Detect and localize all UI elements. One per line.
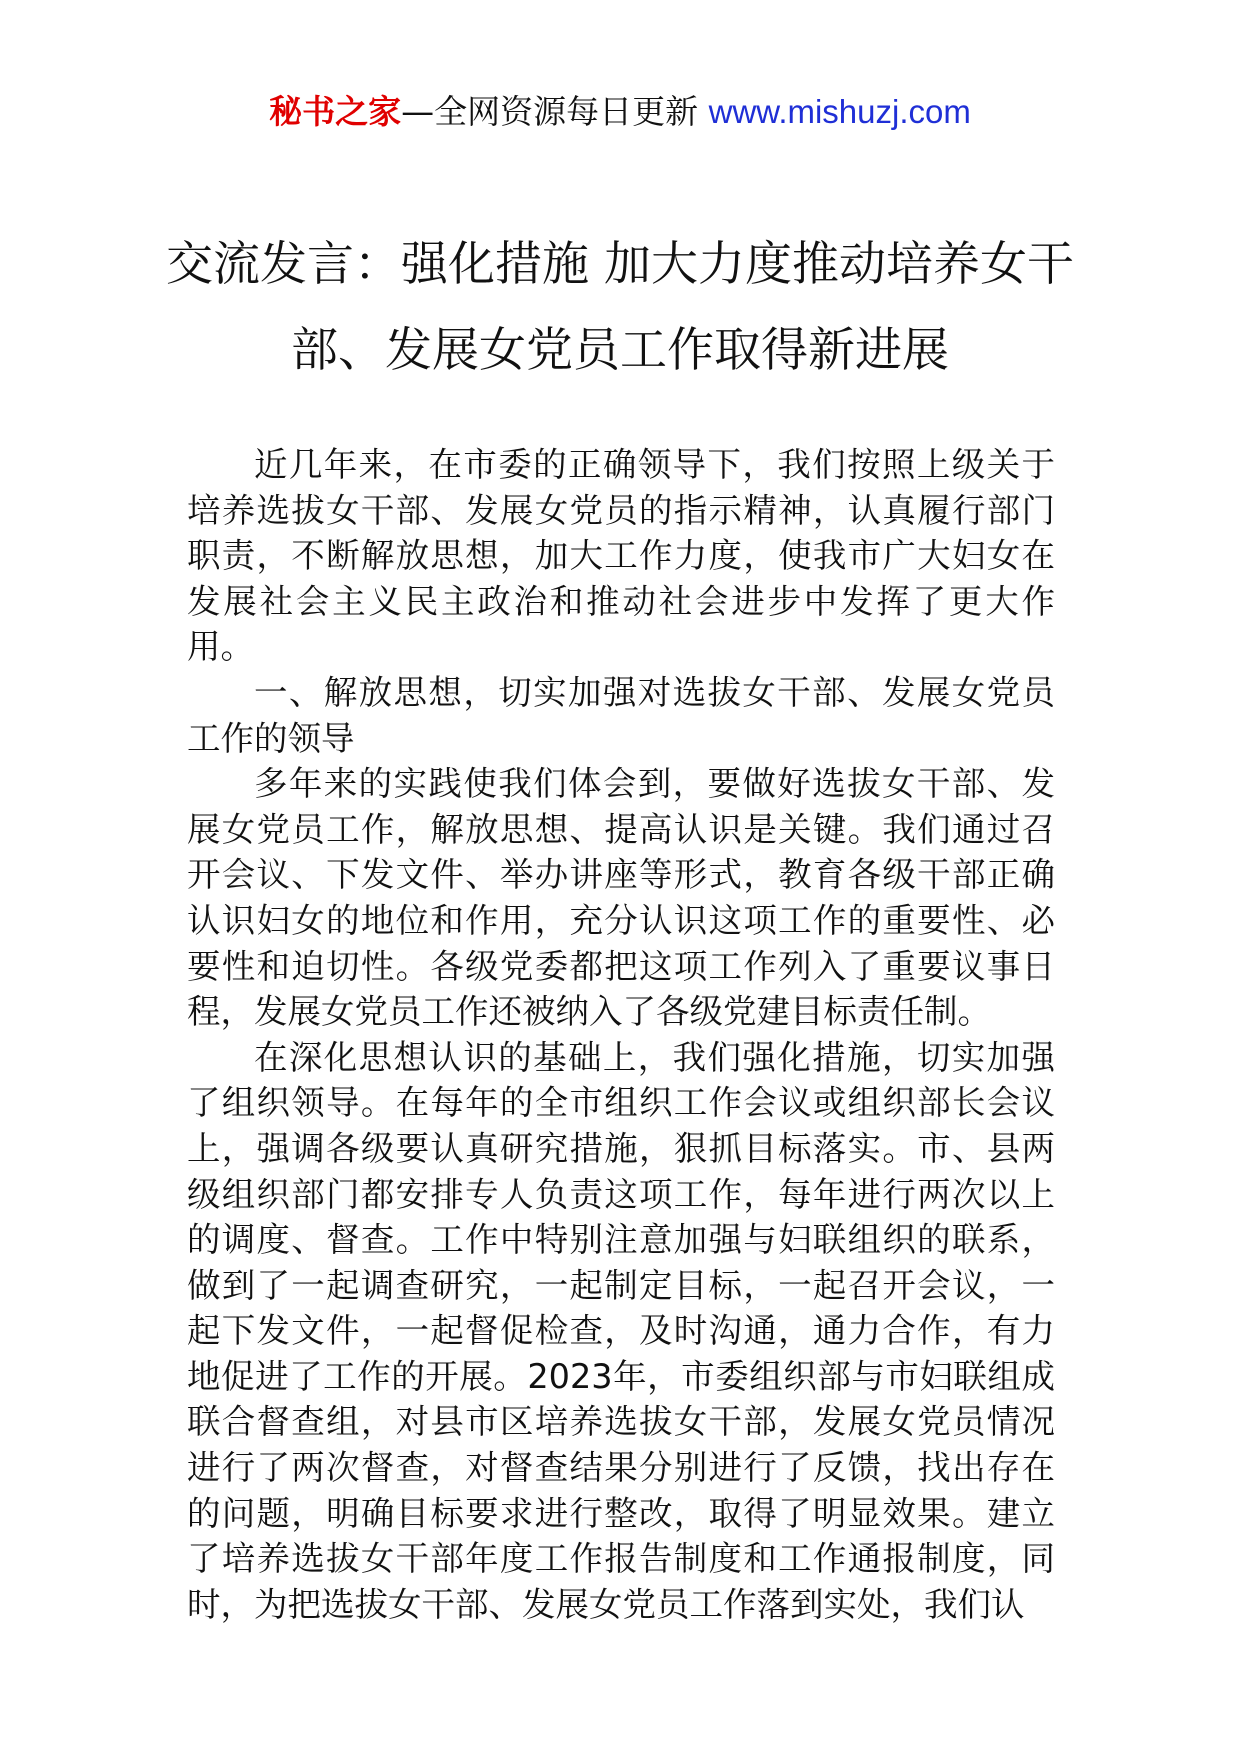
site-header: [0, 92, 1240, 132]
site-url[interactable]: www.mishuzj.com: [708, 93, 971, 130]
document-title: 交流发言：强化措施 加大力度推动培养女干部、发展女党员工作取得新进展: [166, 237, 1074, 378]
paragraph-practice: 多年来的实践使我们体会到，要做好选拔女干部、发展女党员工作，解放思想、提高认识是关键。我们通过召开会议、下发文件、举办讲座等形式，教育各级干部正确认识妇女的地位和作用，充分认识这项工作的重要性、必要性和迫切性。各级党委都把这项工作列入了重要议事日程，发展女党员工作还被纳入了各级党建目标责任制。: [187, 764, 1055, 1032]
brand-name: 秘书之家: [269, 92, 402, 131]
header-tagline: —全网资源每日更新: [401, 92, 709, 131]
section-heading-1: 一、解放思想，切实加强对选拔女干部、发展女党员工作的领导: [187, 672, 1055, 758]
document-body: [187, 442, 1055, 1627]
paragraph-intro: 近几年来，在市委的正确领导下，我们按照上级关于培养选拔女干部、发展女党员的指示精神，认真履行部门职责，不断解放思想，加大工作力度，使我市广大妇女在发展社会主义民主政治和推动社会进步中发挥了更大作用。: [187, 445, 1055, 667]
paragraph-organization: 在深化思想认识的基础上，我们强化措施，切实加强了组织领导。在每年的全市组织工作会议或组织部长会议上，强调各级要认真研究措施，狠抓目标落实。市、县两级组织部门都安排专人负责这项工作，每年进行两次以上的调度、督查。工作中特别注意加强与妇联组织的联系，做到了一起调查研究，一起制定目标，一起召开会议，一起下发文件，一起督促检查，及时沟通，通力合作，有力地促进了工作的开展。2023年，市委组织部与市妇联组成联合督查组，对县市区培养选拔女干部，发展女党员情况进行了两次督查，对督查结果分别进行了反馈，找出存在的问题，明确目标要求进行整改，取得了明显效果。建立了培养选拔女干部年度工作报告制度和工作通报制度，同时，为把选拔女干部、发展女党员工作落到实处，我们认: [187, 1037, 1055, 1624]
